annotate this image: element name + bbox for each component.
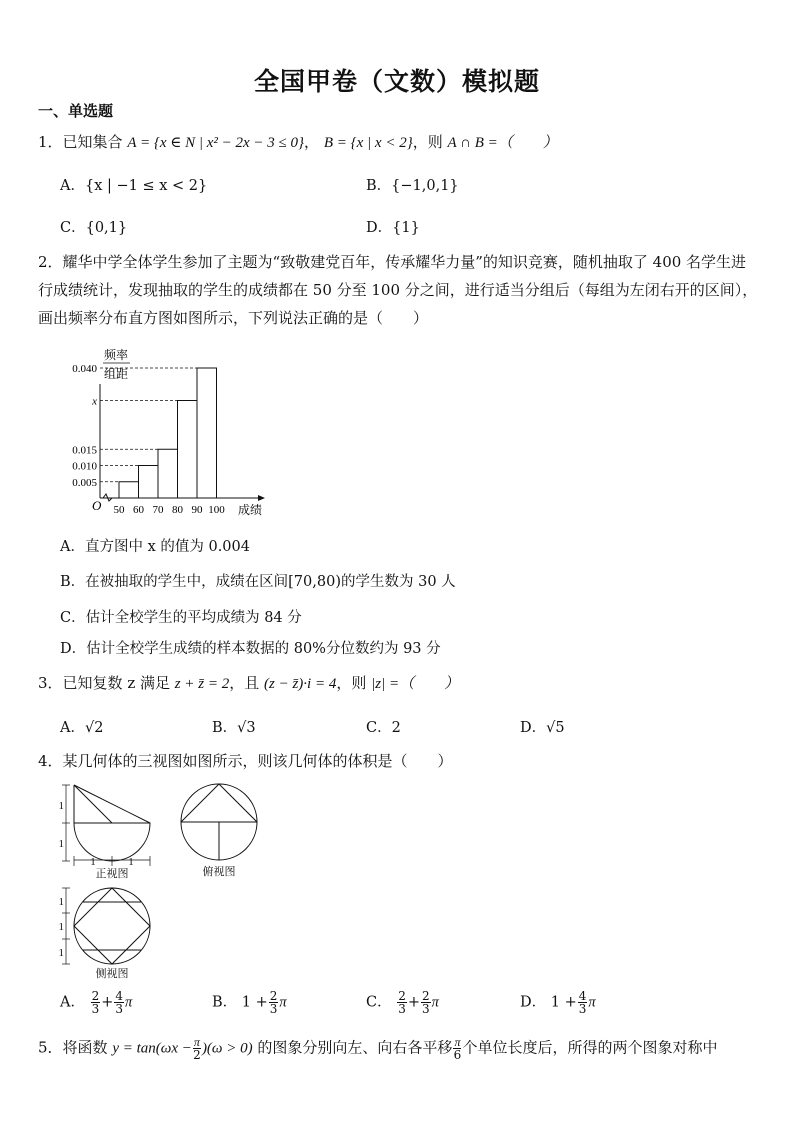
x-tick-label: 80: [172, 504, 183, 516]
q4-d-num: 4: [578, 989, 587, 1003]
q5-number: 5．: [38, 1038, 63, 1057]
q1-number: 1．: [38, 133, 63, 151]
histogram-bar: [119, 482, 139, 498]
q1-ask: A ∩ B =（ ）: [447, 135, 558, 151]
histogram-plot: [72, 363, 265, 516]
q3-option-c[interactable]: C．2: [366, 720, 401, 736]
histogram-bar: [197, 368, 217, 498]
histogram-bar: [178, 401, 198, 499]
question-1: [38, 131, 558, 154]
front-dim-3: 1: [90, 856, 96, 868]
origin-label: O: [92, 498, 102, 513]
q4-d-letter: D．: [520, 994, 547, 1011]
histogram-bar: [158, 449, 178, 498]
side-view: [62, 888, 150, 964]
q4-d-lead: 1 +: [550, 994, 577, 1011]
q4-option-b[interactable]: [212, 990, 287, 1015]
front-view: [62, 785, 150, 866]
q5-shift-frac: [453, 1036, 461, 1061]
question-2: 2．耀华中学全体学生参加了主题为“致敬建党百年，传承耀华力量”的知识竞赛，随机抽取了 400 名学生进行成绩统计，发现抽取的学生的成绩都在 50 分至 100 分之间，进行适当分组后（每组为左闭右开的区间），画出频率分布直方图如图所示，下列说法正确的是（ ）: [38, 253, 758, 327]
q4-b-frac: [269, 990, 279, 1015]
q4-a-frac-1: [91, 990, 101, 1015]
q4-d-pi: π: [588, 994, 596, 1011]
histogram-chart: [52, 344, 282, 522]
q1-post: ，则: [412, 133, 443, 151]
q4-option-d[interactable]: [520, 990, 596, 1015]
x-tick-label: 60: [133, 504, 144, 516]
q1-set-a: A = {x ∈ N | x² − 2x − 3 ≤ 0}: [127, 135, 305, 151]
q4-c-pi: π: [431, 994, 439, 1011]
q4-a-pi: π: [125, 994, 133, 1011]
x-tick-label: 90: [191, 504, 203, 516]
front-dim-1: 1: [58, 800, 64, 812]
page-title: 全国甲卷（文数）模拟题: [253, 67, 540, 96]
y-label-top: 频率: [104, 348, 129, 362]
q2-option-b[interactable]: B．在被抽取的学生中，成绩在区间[70,80)的学生数为 30 人: [60, 574, 456, 590]
q4-a-letter: A．: [60, 994, 85, 1011]
q3-ask: |z| =（ ）: [371, 676, 460, 692]
front-view-label: 正视图: [95, 868, 129, 880]
question-3: [38, 672, 459, 695]
q5-pre: 将函数: [62, 1038, 108, 1057]
q5-shift-den: 6: [453, 1048, 462, 1062]
q4-a-num-2: 4: [115, 989, 124, 1003]
x-tick-label: 70: [152, 504, 164, 516]
q3-number: 3．: [38, 674, 63, 692]
front-dim-4: 1: [128, 856, 134, 868]
q3-eq2: (z − z̄)·i = 4: [264, 676, 337, 692]
q5-frac-num: π: [193, 1035, 200, 1049]
side-dim-3: 1: [58, 947, 64, 959]
x-axis-label: 成绩: [238, 503, 263, 517]
q2-option-a[interactable]: A．直方图中 x 的值为 0.004: [60, 539, 250, 555]
q5-frac: [193, 1036, 201, 1061]
q4-c-den-1: 3: [398, 1002, 406, 1016]
q4-option-c[interactable]: [366, 990, 439, 1015]
question-5: [38, 1036, 717, 1061]
y-tick-label: x: [92, 395, 97, 408]
side-view-label: 侧视图: [95, 968, 129, 980]
q3-eq1: z + z̄ = 2: [174, 676, 230, 692]
q4-a-num-1: 2: [91, 989, 100, 1003]
q4-c-num-2: 2: [422, 989, 430, 1003]
q4-c-letter: C．: [366, 994, 392, 1011]
histogram-bar: [139, 466, 159, 499]
q1-option-d[interactable]: D．{1}: [366, 220, 420, 236]
q3-option-b[interactable]: B．√3: [212, 720, 256, 736]
y-label-bottom: 组距: [104, 367, 129, 381]
q1-set-b: B = {x | x < 2}: [323, 135, 413, 151]
q4-b-pi: π: [279, 994, 287, 1011]
y-tick-label: 0.005: [72, 476, 97, 489]
side-dim-1: 1: [58, 896, 64, 908]
q4-option-a[interactable]: [60, 990, 132, 1015]
q4-c-frac-1: [397, 990, 407, 1015]
q4-d-den: 3: [578, 1002, 587, 1016]
question-4: 4．某几何体的三视图如图所示，则该几何体的体积是（ ）: [38, 752, 453, 770]
q3-post: ，则: [336, 674, 367, 692]
section-heading: 一、单选题: [38, 102, 114, 120]
q4-b-num: 2: [269, 989, 278, 1003]
q4-b-letter: B．: [212, 994, 238, 1011]
q4-a-den-2: 3: [115, 1002, 124, 1016]
front-semicircle: [74, 823, 150, 861]
x-axis-arrow: [258, 495, 265, 501]
q4-a-op: +: [101, 994, 114, 1011]
q1-option-b[interactable]: B．{−1,0,1}: [366, 178, 459, 194]
q5-mid: 的图象分别向左、向右各平移: [257, 1038, 453, 1057]
top-right-chord: [219, 784, 257, 822]
y-tick-label: 0.015: [72, 444, 97, 457]
x-tick-label: 100: [208, 504, 225, 516]
q5-func-tail: )(ω > 0): [201, 1040, 253, 1057]
front-dim-2: 1: [58, 838, 64, 850]
q3-mid: ，且: [229, 674, 260, 692]
q1-option-a[interactable]: A．{x | −1 ≤ x < 2}: [60, 178, 208, 194]
front-slant: [74, 785, 150, 823]
top-left-chord: [181, 784, 219, 822]
q5-shift-num: π: [454, 1035, 461, 1049]
three-view-figure: [56, 776, 266, 986]
front-inner-slant: [74, 785, 112, 823]
q3-option-d[interactable]: D．√5: [520, 720, 565, 736]
q4-c-den-2: 3: [422, 1002, 430, 1016]
x-tick-label: 50: [113, 504, 125, 516]
q5-frac-den: 2: [193, 1048, 201, 1062]
side-circle: [74, 888, 150, 964]
y-tick-label: 0.010: [72, 460, 97, 473]
q3-pre: 已知复数 z 满足: [62, 674, 170, 692]
q2-option-c[interactable]: C．估计全校学生的平均成绩为 84 分: [60, 610, 302, 626]
y-tick-label: 0.040: [72, 363, 97, 375]
q2-option-d[interactable]: D．估计全校学生成绩的样本数据的 80%分位数约为 93 分: [60, 641, 441, 657]
q5-post: 个单位长度后，所得的两个图象对称中: [462, 1038, 718, 1057]
q4-c-op: +: [407, 994, 421, 1011]
q4-a-frac-2: [114, 990, 124, 1015]
top-view-label: 俯视图: [202, 866, 236, 878]
q5-func: y = tan(ωx −: [112, 1040, 192, 1057]
q1-sep: ，: [304, 133, 320, 151]
q4-a-den-1: 3: [91, 1002, 100, 1016]
q4-c-frac-2: [421, 990, 431, 1015]
q4-b-den: 3: [269, 1002, 278, 1016]
q1-pre: 已知集合: [62, 133, 123, 151]
side-dim-2: 1: [58, 921, 64, 933]
q4-c-num-1: 2: [398, 989, 406, 1003]
q4-d-frac: [578, 990, 588, 1015]
q3-option-a[interactable]: A．√2: [60, 720, 104, 736]
q4-b-lead: 1 +: [241, 994, 268, 1011]
q1-option-c[interactable]: C．{0,1}: [60, 220, 128, 236]
top-view: [181, 784, 257, 860]
